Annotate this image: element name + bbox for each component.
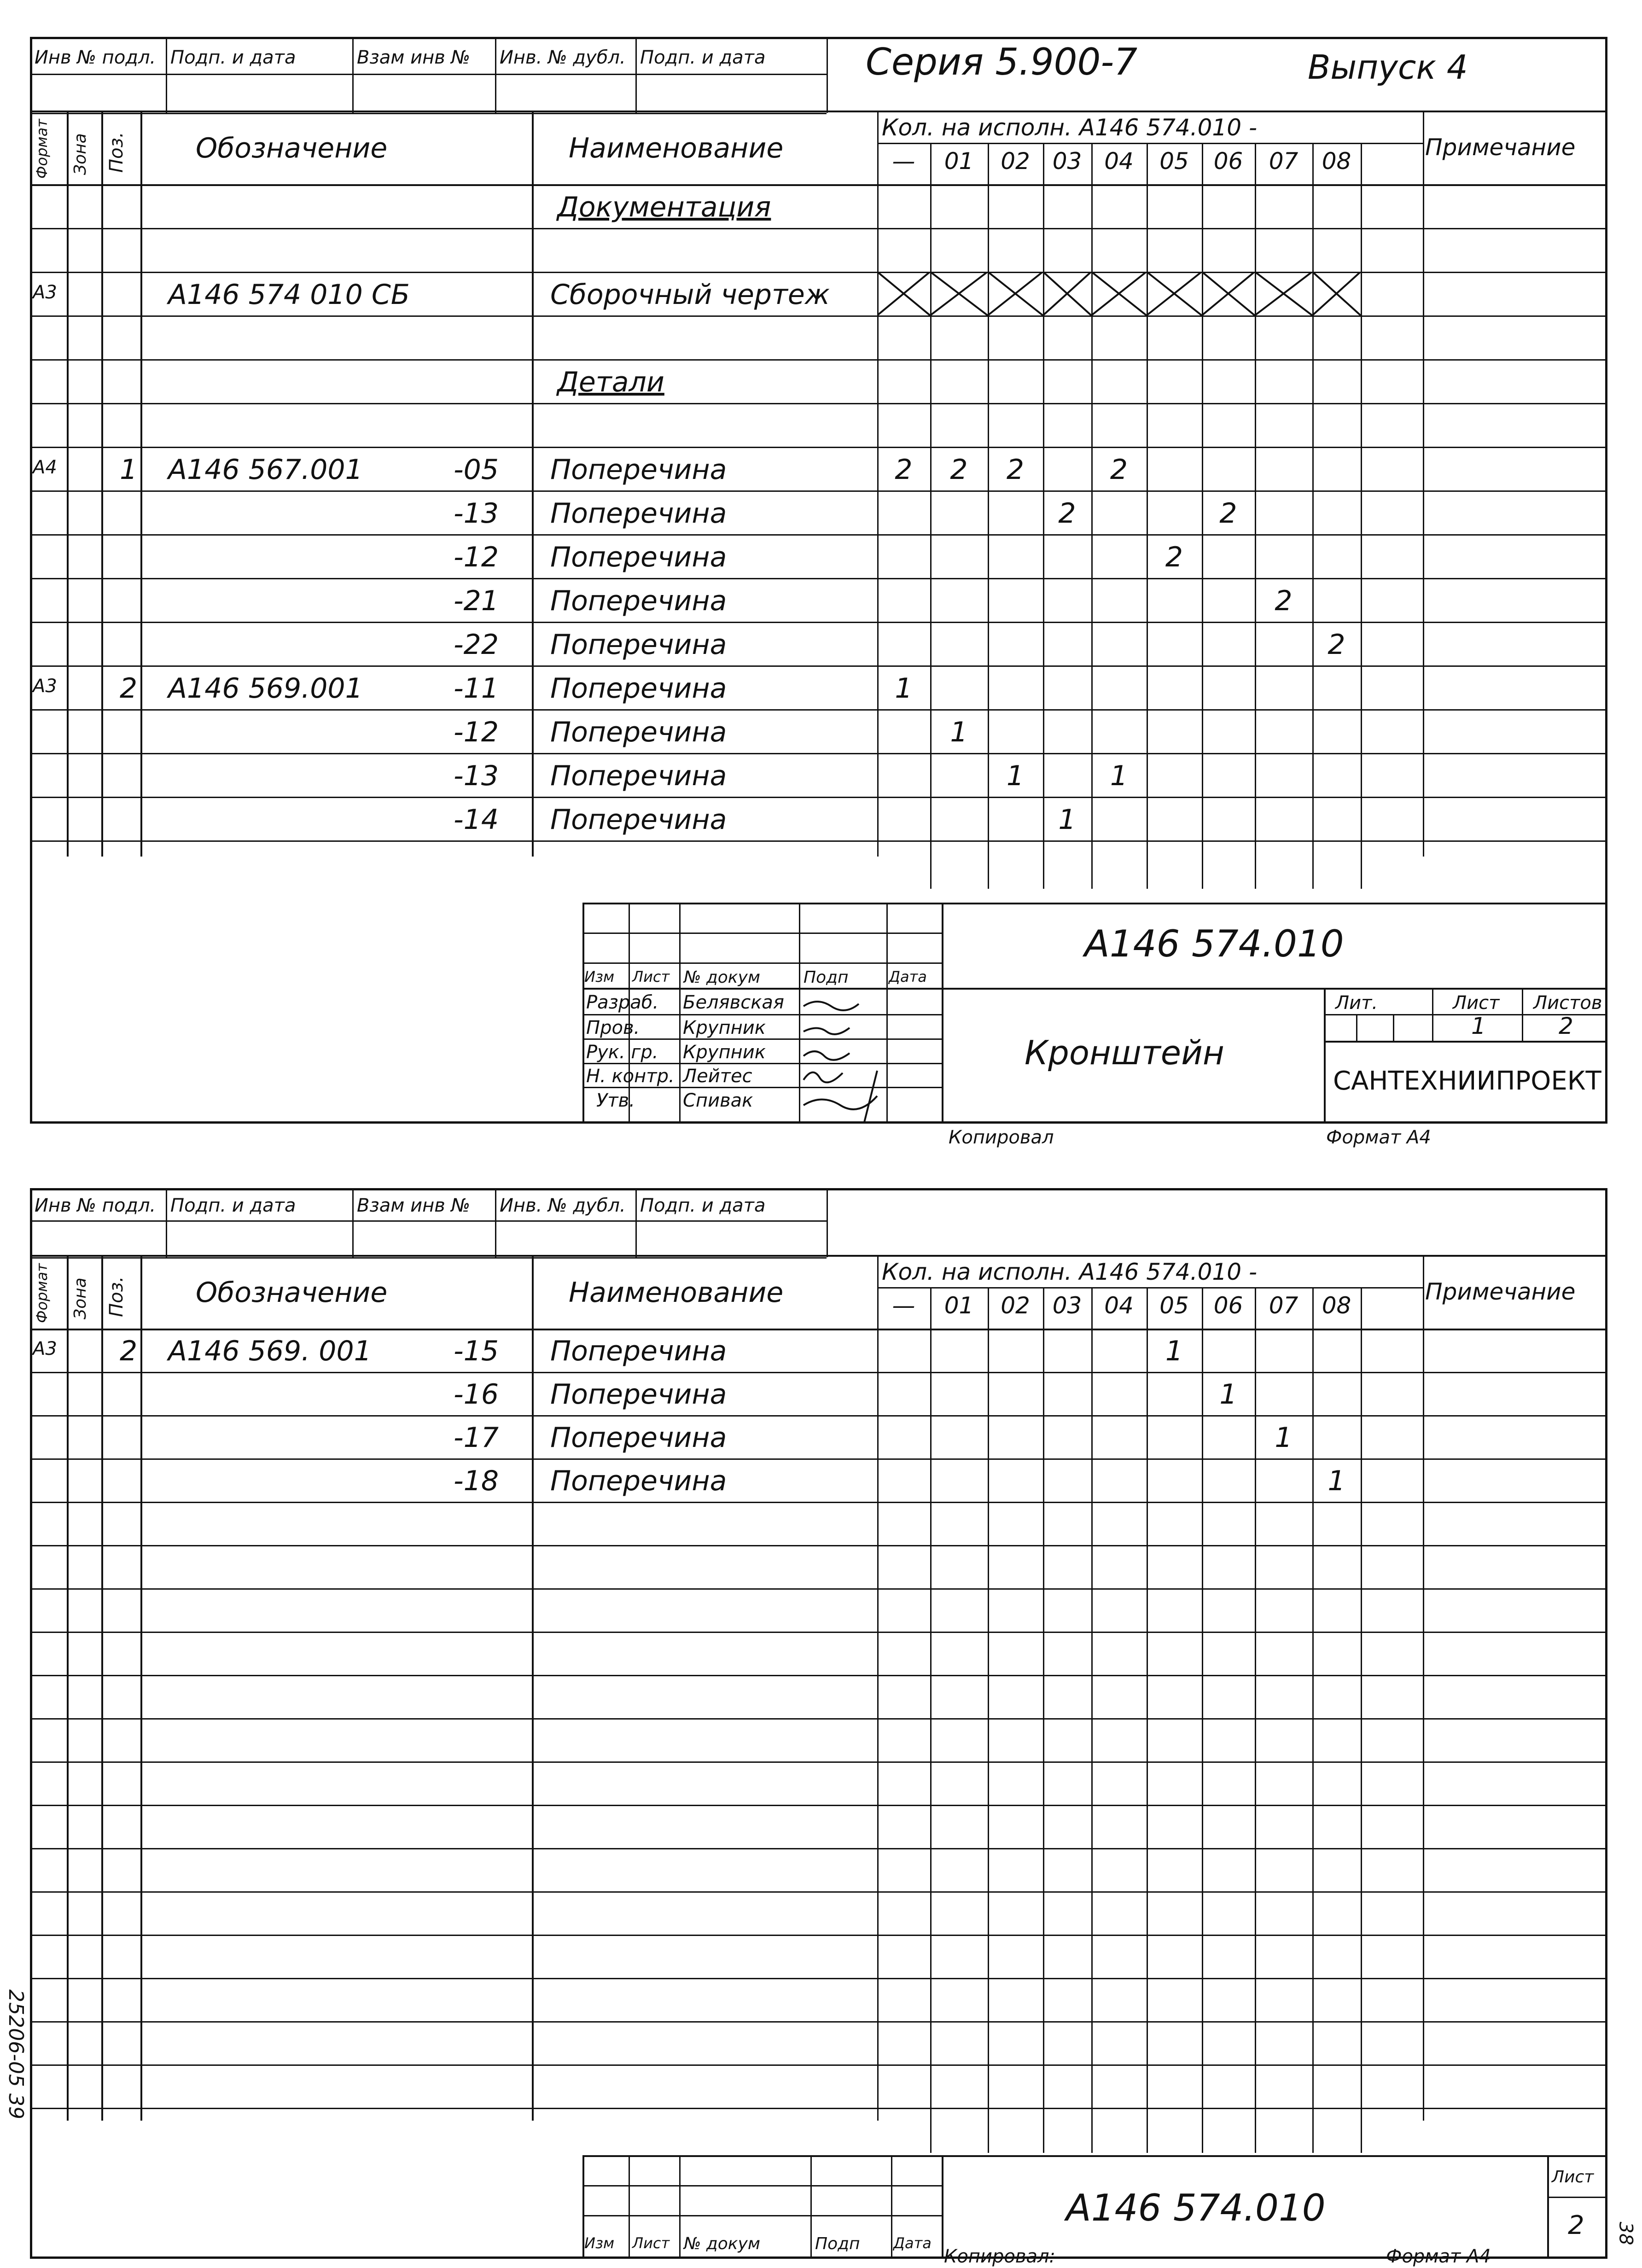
format-label-2: Формат А4 — [1386, 2246, 1491, 2267]
s2-hdr-variant-1: 01 — [944, 1292, 974, 1319]
grid-line — [30, 1372, 1607, 1373]
grid-line — [877, 111, 879, 857]
grid-line — [30, 1848, 1607, 1849]
signer-role-4: Н. контр. — [586, 1066, 675, 1087]
grid-line — [140, 111, 142, 857]
grid-line — [30, 709, 1607, 711]
s1-row-variant-suffix: -12 — [454, 716, 499, 748]
s2-row-qty: 1 — [1275, 1422, 1293, 1454]
grid-line — [1361, 143, 1362, 889]
sheet-label-1: Лист — [1453, 992, 1500, 1014]
s1-row-variant-suffix: -14 — [454, 803, 499, 836]
title-block-1 — [582, 903, 1607, 1124]
crossed-cell — [1312, 272, 1361, 315]
grid-line — [877, 143, 1423, 144]
s1-hdr-variant-2: 02 — [1001, 148, 1030, 175]
grid-line — [1147, 143, 1148, 889]
s2-hdr-qty-title: Кол. на исполн. А146 574.010 - — [882, 1259, 1257, 1285]
grid-line — [30, 315, 1607, 317]
chg-hdr-sign: Подп — [804, 968, 849, 987]
s1-row-qty: 2 — [895, 453, 913, 486]
s1-hdr-format: Формат — [33, 119, 51, 179]
s2-hdr-variant-0: — — [892, 1292, 915, 1319]
s2-row-qty: 1 — [1219, 1378, 1237, 1411]
grid-line — [1147, 1287, 1148, 2153]
grid-line — [30, 1458, 1607, 1460]
s1-row-variant-suffix: -13 — [454, 497, 499, 530]
stamp2-label-3: Взам инв № — [357, 1195, 471, 1216]
chg2-hdr-izm: Изм — [584, 2234, 615, 2252]
grid-line — [67, 111, 69, 857]
chg2-hdr-date: Дата — [893, 2234, 932, 2252]
grid-line — [1091, 1287, 1093, 2153]
margin-stamp: 25206-05 39 — [4, 1989, 28, 2119]
lit-label: Лит. — [1335, 992, 1378, 1014]
s1-hdr-pos: Поз. — [106, 132, 127, 173]
s2-hdr-zone: Зона — [71, 1277, 90, 1319]
crossed-cell — [1147, 272, 1202, 315]
s1-row-qty: 1 — [1110, 759, 1128, 792]
s1-row-qty: 2 — [1006, 453, 1025, 486]
grid-line — [1043, 1287, 1044, 2153]
stamp-label-4: Инв. № дубл. — [500, 47, 626, 68]
s1-row-qty: 2 — [1165, 541, 1183, 573]
grid-line — [101, 1255, 103, 2121]
s1-row-qty: 2 — [1110, 453, 1128, 486]
s1-hdr-variant-5: 05 — [1159, 148, 1189, 175]
grid-line — [532, 1255, 534, 2121]
grid-line — [30, 1502, 1607, 1503]
signer-role-3: Рук. гр. — [586, 1042, 658, 1063]
grid-line — [30, 1978, 1607, 1979]
grid-line — [1361, 1287, 1362, 2153]
doc-number-1: А146 574.010 — [1084, 922, 1344, 965]
signer-role-2: Пров. — [586, 1017, 640, 1038]
stamp-label-1: Инв № подл. — [35, 47, 156, 68]
grid-line — [30, 1761, 1607, 1763]
s2-hdr-variant-2: 02 — [1001, 1292, 1030, 1319]
stamp2-label-1: Инв № подл. — [35, 1195, 156, 1216]
s2-hdr-designation: Обозначение — [196, 1277, 388, 1309]
chg2-hdr-list: Лист — [632, 2234, 670, 2252]
stamp2-label-2: Подп. и дата — [170, 1195, 296, 1216]
s2-row-qty: 1 — [1328, 1465, 1345, 1497]
grid-line — [67, 1255, 69, 2121]
s1-hdr-variant-3: 03 — [1052, 148, 1082, 175]
s1-row-format: А3 — [33, 281, 57, 303]
grid-line — [30, 1545, 1607, 1546]
crossed-cell — [877, 272, 930, 315]
s1-row-variant-suffix: -11 — [454, 672, 499, 705]
sheet-label-2: Лист — [1552, 2168, 1594, 2186]
s2-row-name: Поперечина — [550, 1335, 727, 1367]
s2-row-designation: А146 569. 001 — [168, 1335, 372, 1367]
signer-role-5: Утв. — [596, 1090, 635, 1111]
grid-line — [930, 143, 932, 889]
s2-row-qty: 1 — [1165, 1335, 1183, 1367]
grid-line — [30, 184, 1607, 186]
crossed-cell — [1255, 272, 1312, 315]
grid-line — [1312, 1287, 1314, 2153]
stamp-label-5: Подп. и дата — [640, 47, 766, 68]
s2-hdr-variant-4: 04 — [1104, 1292, 1134, 1319]
grid-line — [30, 797, 1607, 798]
s1-row-variant-suffix: -22 — [454, 628, 499, 661]
s1-row-name: Документация — [557, 191, 771, 223]
grid-line — [988, 1287, 989, 2153]
s1-hdr-name: Наименование — [569, 132, 784, 164]
s2-row-pos: 2 — [120, 1335, 138, 1367]
s1-row-designation: А146 567.001 — [168, 453, 363, 486]
stamp2-label-5: Подп. и дата — [640, 1195, 766, 1216]
signer-name-3: Крупник — [683, 1042, 766, 1063]
s2-row-variant-suffix: -15 — [454, 1335, 499, 1367]
grid-line — [30, 2064, 1607, 2066]
grid-line — [30, 1891, 1607, 1893]
grid-line — [30, 2108, 1607, 2109]
s1-row-name: Поперечина — [550, 584, 727, 617]
s1-row-format: А3 — [33, 675, 57, 697]
grid-line — [30, 2021, 1607, 2023]
s1-row-variant-suffix: -21 — [454, 584, 499, 617]
grid-line — [30, 1632, 1607, 1633]
grid-line — [30, 1588, 1607, 1590]
s1-row-name: Поперечина — [550, 453, 727, 486]
grid-line — [930, 1287, 932, 2153]
s2-hdr-format: Формат — [33, 1263, 51, 1323]
copied-label-1: Копировал — [949, 1127, 1054, 1148]
s1-row-variant-suffix: -05 — [454, 453, 499, 486]
s1-row-name: Поперечина — [550, 541, 727, 573]
grid-line — [1423, 1255, 1424, 2121]
grid-line — [30, 578, 1607, 579]
grid-line — [30, 1805, 1607, 1806]
spec-table-2 — [30, 1255, 1607, 2121]
s1-row-format: А4 — [33, 456, 57, 478]
s1-row-designation: А146 574 010 СБ — [168, 278, 410, 311]
s2-hdr-variant-7: 07 — [1269, 1292, 1298, 1319]
s2-row-variant-suffix: -16 — [454, 1378, 499, 1411]
s1-row-variant-suffix: -13 — [454, 759, 499, 792]
s1-row-name: Поперечина — [550, 716, 727, 748]
s1-row-name: Сборочный чертеж — [550, 278, 830, 311]
grid-line — [30, 753, 1607, 754]
s1-row-variant-suffix: -12 — [454, 541, 499, 573]
s1-row-qty: 2 — [1328, 628, 1345, 661]
grid-line — [30, 272, 1607, 273]
s1-row-qty: 2 — [950, 453, 968, 486]
spec-table-1 — [30, 111, 1607, 857]
s2-hdr-variant-6: 06 — [1213, 1292, 1243, 1319]
grid-line — [30, 359, 1607, 361]
s1-row-qty: 2 — [1219, 497, 1237, 530]
doc-number-2: А146 574.010 — [1066, 2186, 1326, 2229]
s1-row-qty: 2 — [1275, 584, 1293, 617]
product-name: Кронштейн — [1025, 1033, 1224, 1072]
s1-hdr-variant-0: — — [892, 148, 915, 175]
grid-line — [30, 447, 1607, 448]
grid-line — [877, 1255, 879, 2121]
s2-row-format: А3 — [33, 1338, 57, 1359]
issue-label: Выпуск 4 — [1308, 48, 1468, 87]
grid-line — [1312, 143, 1314, 889]
grid-line — [877, 1287, 1423, 1289]
grid-line — [532, 111, 534, 857]
grid-line — [30, 1255, 1607, 1257]
s1-hdr-notes: Примечание — [1425, 134, 1576, 161]
stamp-label-3: Взам инв № — [357, 47, 471, 68]
stamp2-label-4: Инв. № дубл. — [500, 1195, 626, 1216]
grid-line — [1202, 1287, 1203, 2153]
organization: САНТЕХНИИПРОЕКТ — [1333, 1066, 1601, 1096]
s2-hdr-variant-8: 08 — [1322, 1292, 1351, 1319]
s1-hdr-zone: Зона — [71, 133, 90, 175]
signer-role-1: Разраб. — [586, 992, 659, 1013]
crossed-cell — [1202, 272, 1255, 315]
s1-hdr-qty-title: Кол. на исполн. А146 574.010 - — [882, 114, 1257, 141]
grid-line — [30, 1718, 1607, 1720]
grid-line — [30, 111, 1607, 112]
chg-hdr-doc: № докум — [684, 968, 761, 987]
grid-line — [30, 1675, 1607, 1676]
crossed-cell — [988, 272, 1043, 315]
s2-row-name: Поперечина — [550, 1465, 727, 1497]
s2-hdr-variant-5: 05 — [1159, 1292, 1189, 1319]
s1-row-name: Поперечина — [550, 759, 727, 792]
crossed-cell — [1091, 272, 1147, 315]
signer-name-4: Лейтес — [683, 1066, 752, 1087]
s1-row-designation: А146 569.001 — [168, 672, 363, 705]
chg-hdr-izm: Изм — [584, 968, 615, 985]
s1-hdr-variant-7: 07 — [1269, 148, 1298, 175]
s1-row-pos: 1 — [120, 453, 138, 486]
grid-line — [30, 1935, 1607, 1936]
chg-hdr-list: Лист — [632, 968, 670, 985]
signer-name-2: Крупник — [683, 1017, 766, 1038]
s2-row-variant-suffix: -18 — [454, 1465, 499, 1497]
grid-line — [30, 228, 1607, 229]
s1-row-name: Поперечина — [550, 497, 727, 530]
s1-row-qty: 1 — [950, 716, 968, 748]
grid-line — [30, 622, 1607, 623]
signer-name-1: Белявская — [683, 992, 784, 1013]
corner-number: 38 — [1615, 2221, 1636, 2245]
s1-row-name: Поперечина — [550, 672, 727, 705]
s1-row-name: Поперечина — [550, 803, 727, 836]
grid-line — [1255, 1287, 1256, 2153]
sheets-label: Листов — [1533, 992, 1602, 1014]
sheet-no-1: 1 — [1471, 1013, 1486, 1039]
signature-scribbles — [799, 988, 942, 1124]
grid-line — [30, 1415, 1607, 1417]
s1-row-qty: 1 — [895, 672, 913, 705]
signer-name-5: Спивак — [683, 1090, 753, 1111]
stamp-label-2: Подп. и дата — [170, 47, 296, 68]
grid-line — [30, 534, 1607, 536]
s1-hdr-variant-6: 06 — [1213, 148, 1243, 175]
s2-hdr-name: Наименование — [569, 1277, 784, 1309]
grid-line — [101, 111, 103, 857]
s2-row-variant-suffix: -17 — [454, 1422, 499, 1454]
grid-line — [1423, 111, 1424, 857]
stamp-strip-2 — [30, 1188, 827, 1257]
grid-line — [30, 1329, 1607, 1330]
s2-hdr-pos: Поз. — [106, 1276, 127, 1317]
s1-row-name: Детали — [557, 366, 664, 398]
s2-hdr-variant-3: 03 — [1052, 1292, 1082, 1319]
chg2-hdr-doc: № докум — [684, 2234, 761, 2253]
s1-row-qty: 1 — [1058, 803, 1076, 836]
series-label: Серия 5.900-7 — [866, 41, 1138, 83]
grid-line — [30, 403, 1607, 404]
copied-label-2: Копировал: — [944, 2246, 1056, 2267]
grid-line — [140, 1255, 142, 2121]
s1-hdr-variant-8: 08 — [1322, 148, 1351, 175]
s1-row-qty: 2 — [1058, 497, 1076, 530]
s2-row-name: Поперечина — [550, 1422, 727, 1454]
chg-hdr-date: Дата — [889, 968, 927, 985]
s2-row-name: Поперечина — [550, 1378, 727, 1411]
s1-hdr-variant-1: 01 — [944, 148, 974, 175]
grid-line — [30, 665, 1607, 667]
sheet-no-2: 2 — [1568, 2210, 1584, 2240]
crossed-cell — [1043, 272, 1091, 315]
grid-line — [30, 490, 1607, 492]
chg2-hdr-sign: Подп — [815, 2234, 860, 2253]
s1-hdr-variant-4: 04 — [1104, 148, 1134, 175]
grid-line — [1255, 143, 1256, 889]
stamp-strip-1 — [30, 37, 827, 113]
grid-line — [30, 840, 1607, 842]
s1-row-name: Поперечина — [550, 628, 727, 661]
format-label-1: Формат А4 — [1326, 1127, 1431, 1148]
s1-row-pos: 2 — [120, 672, 138, 705]
crossed-cell — [930, 272, 988, 315]
s1-hdr-designation: Обозначение — [196, 132, 388, 164]
s2-hdr-notes: Примечание — [1425, 1278, 1576, 1305]
s1-row-qty: 1 — [1006, 759, 1025, 792]
sheets-total: 2 — [1559, 1013, 1573, 1039]
title-block-2 — [582, 2155, 1607, 2259]
